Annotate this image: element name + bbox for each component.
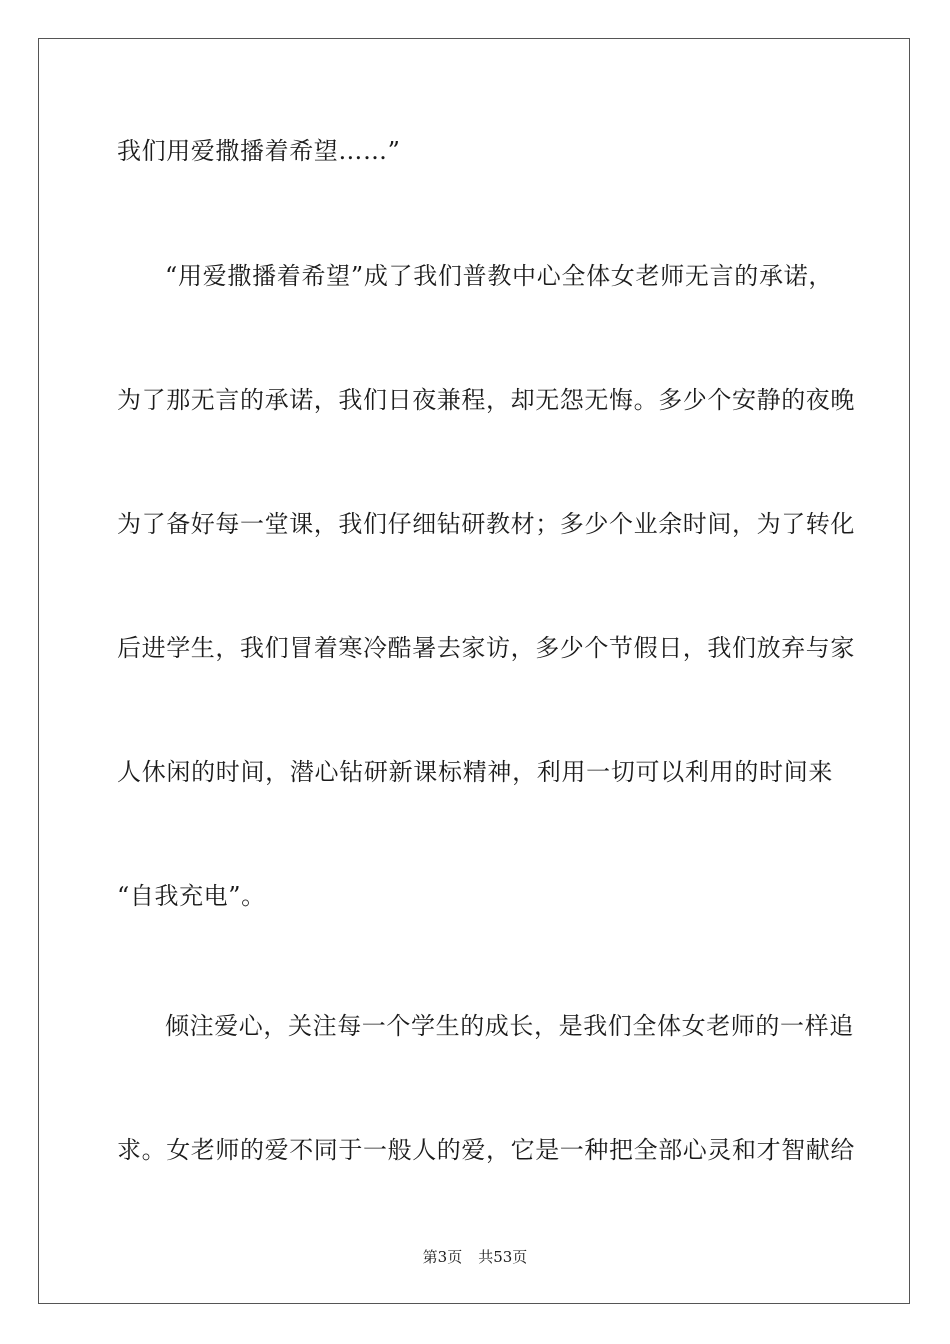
paragraph-line-5: 人休闲的时间，潜心钻研新课标精神，利用一切可以利用的时间来 xyxy=(117,758,833,786)
paragraph-line-6: “自我充电”。 xyxy=(117,882,266,910)
paragraph-line-2: 为了那无言的承诺，我们日夜兼程，却无怨无悔。多少个安静的夜晚 xyxy=(117,386,855,414)
page-footer xyxy=(0,1247,950,1267)
paragraph-line-3: 为了备好每一堂课，我们仔细钻研教材；多少个业余时间，为了转化 xyxy=(117,510,855,538)
paragraph2-line-1: 倾注爱心，关注每一个学生的成长，是我们全体女老师的一样追 xyxy=(165,1012,854,1040)
paragraph-line-4: 后进学生，我们冒着寒冷酷暑去家访，多少个节假日，我们放弃与家 xyxy=(117,634,855,662)
page-number: 第3页 xyxy=(422,1248,463,1266)
page-total: 共53页 xyxy=(478,1248,528,1266)
page-border xyxy=(38,38,910,1304)
paragraph2-line-2: 求。女老师的爱不同于一般人的爱，它是一种把全部心灵和才智献给 xyxy=(117,1136,855,1164)
text-line-1: 我们用爱撒播着希望……” xyxy=(117,137,401,165)
paragraph-line-1: “用爱撒播着希望”成了我们普教中心全体女老师无言的承诺， xyxy=(165,262,833,290)
